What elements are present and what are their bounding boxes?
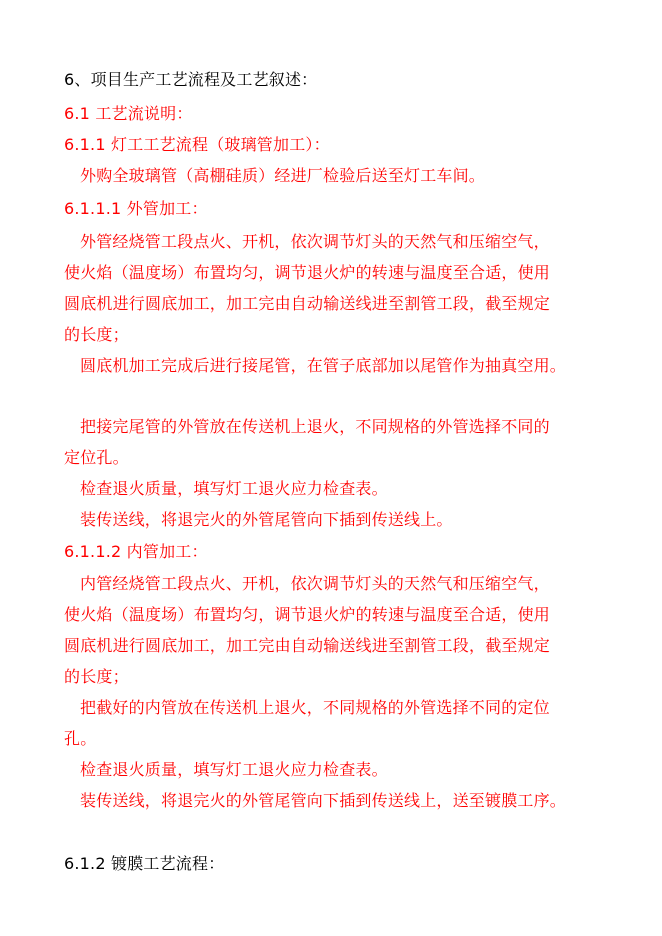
outer-p4: 检查退火质量，填写灯工退火应力检查表。 <box>80 479 388 498</box>
section-title: 6、项目生产工艺流程及工艺叙述： <box>64 70 318 89</box>
intro-paragraph: 外购全玻璃管（高棚硅质）经进厂检验后送至灯工车间。 <box>80 166 486 185</box>
heading-6-1-1-1: 6.1.1.1 外管加工： <box>64 199 208 218</box>
inner-p2-line2: 孔。 <box>64 729 97 748</box>
inner-p1-line4: 的长度； <box>64 667 129 686</box>
outer-p1-line1: 外管经烧管工段点火、开机，依次调节灯头的天然气和压缩空气， <box>80 232 550 251</box>
inner-p2-line1: 把截好的内管放在传送机上退火，不同规格的外管选择不同的定位 <box>80 698 550 717</box>
inner-p3: 检查退火质量，填写灯工退火应力检查表。 <box>80 760 388 779</box>
outer-p3-line1: 把接完尾管的外管放在传送机上退火，不同规格的外管选择不同的 <box>80 417 550 436</box>
inner-p1-line1: 内管经烧管工段点火、开机，依次调节灯头的天然气和压缩空气， <box>80 574 550 593</box>
outer-p3-line2: 定位孔。 <box>64 448 129 467</box>
outer-p1-line2: 使火焰（温度场）布置均匀，调节退火炉的转速与温度至合适，使用 <box>64 263 551 282</box>
outer-p2: 圆底机加工完成后进行接尾管，在管子底部加以尾管作为抽真空用。 <box>80 356 567 375</box>
outer-p5: 装传送线，将退完火的外管尾管向下插到传送线上。 <box>80 510 453 529</box>
inner-p4: 装传送线，将退完火的外管尾管向下插到传送线上，送至镀膜工序。 <box>80 791 567 810</box>
outer-p1-line4: 的长度； <box>64 325 129 344</box>
heading-6-1: 6.1 工艺流说明： <box>64 104 193 123</box>
outer-p1-line3: 圆底机进行圆底加工，加工完由自动输送线进至割管工段，截至规定 <box>64 294 551 313</box>
heading-6-1-1: 6.1.1 灯工工艺流程（玻璃管加工）： <box>64 135 330 154</box>
inner-p1-line3: 圆底机进行圆底加工，加工完由自动输送线进至割管工段，截至规定 <box>64 636 551 655</box>
heading-6-1-2: 6.1.2 镀膜工艺流程： <box>64 854 225 873</box>
inner-p1-line2: 使火焰（温度场）布置均匀，调节退火炉的转速与温度至合适，使用 <box>64 605 551 624</box>
heading-6-1-1-2: 6.1.1.2 内管加工： <box>64 542 208 561</box>
